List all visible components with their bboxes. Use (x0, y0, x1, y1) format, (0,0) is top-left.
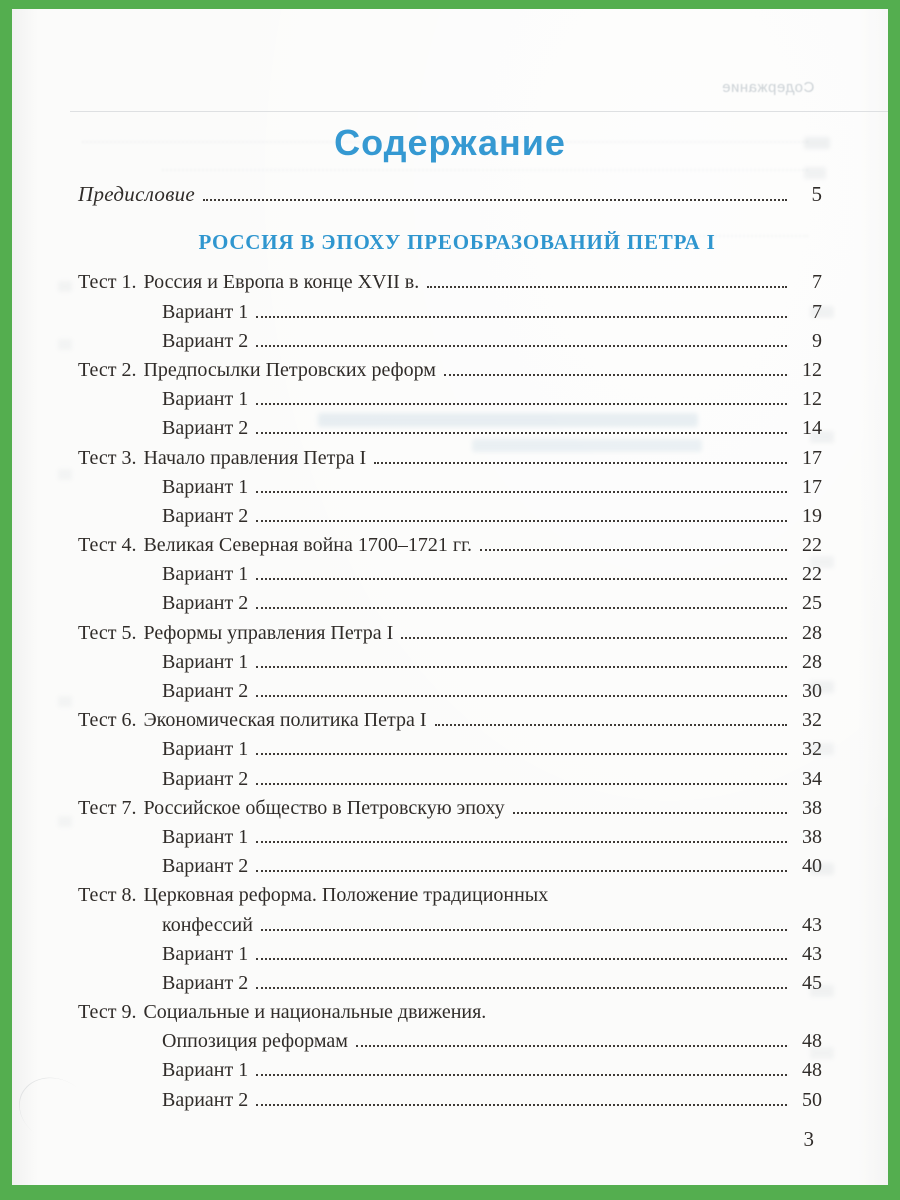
toc-variant (78, 765, 822, 794)
page-ref: 45 (802, 971, 822, 994)
dot-leader (513, 795, 787, 814)
dot-leader (261, 912, 787, 931)
folio (78, 1125, 822, 1153)
test-title: Церковная реформа. Положение традиционных (143, 884, 549, 907)
page-ref: 50 (802, 1088, 822, 1111)
dot-leader (256, 853, 787, 872)
toc-variant (78, 589, 822, 618)
variant-label: Вариант 1 (162, 738, 249, 761)
page-ref: 38 (802, 825, 822, 848)
toc-variant (78, 385, 822, 414)
toc-variant (78, 735, 822, 764)
toc-entry (78, 706, 822, 735)
dot-leader (435, 707, 787, 726)
test-title-line2: конфессий (162, 913, 253, 936)
test-title: Предпосылки Петровских реформ (143, 358, 436, 381)
toc-entry (78, 619, 822, 648)
variant-label: Вариант 1 (162, 388, 249, 411)
page-ref: 48 (802, 1059, 822, 1082)
toc-entry (78, 998, 822, 1027)
toc-variant (78, 327, 822, 356)
page-ref: 17 (802, 475, 822, 498)
page-ref: 32 (802, 738, 822, 761)
variant-label: Вариант 2 (162, 680, 249, 702)
variant-label: Вариант 2 (162, 329, 249, 352)
variant-label: Вариант 1 (162, 650, 249, 673)
page-ref: 43 (802, 942, 822, 965)
test-title: Великая Северная война 1700–1721 гг. (143, 534, 473, 557)
page-ref: 43 (802, 913, 822, 936)
toc-entry (78, 268, 822, 297)
test-label: Тест 4. (78, 534, 137, 557)
dot-leader (256, 736, 787, 755)
page-ref: 32 (802, 709, 822, 732)
show-through-rule (70, 111, 888, 112)
show-through-header: Содержание (721, 79, 815, 96)
variant-label: Вариант 1 (162, 825, 249, 848)
page-ref: 34 (802, 767, 822, 790)
test-label: Тест 3. (78, 446, 137, 469)
toc-entry-continuation (78, 1027, 822, 1056)
dot-leader (256, 503, 787, 522)
test-label: Тест 8. (78, 884, 137, 907)
folio-number: 3 (803, 1126, 814, 1151)
toc-entry (78, 531, 822, 560)
toc-variant (78, 969, 822, 998)
page-ref: 28 (802, 621, 822, 644)
dot-leader (203, 182, 787, 201)
page-ref: 22 (802, 563, 822, 586)
dot-leader (256, 678, 787, 697)
test-label: Тест 9. (78, 1001, 137, 1024)
toc-entry (78, 794, 822, 823)
toc-variant (78, 852, 822, 881)
variant-label: Вариант 1 (162, 1059, 249, 1082)
variant-label: Вариант 1 (162, 563, 249, 586)
preface-title: Предисловие (78, 182, 196, 206)
page-ref: 38 (802, 796, 822, 819)
dot-leader (356, 1028, 787, 1047)
page-ref: 40 (802, 855, 822, 878)
toc-variant (78, 560, 822, 589)
toc-variant (78, 940, 822, 969)
test-title: Экономическая политика Петра I (143, 709, 427, 732)
toc-entry-continuation (78, 911, 822, 940)
variant-label: Вариант 1 (162, 300, 249, 323)
test-label: Тест 6. (78, 709, 137, 732)
page-ref: 5 (811, 182, 822, 206)
toc-variant (78, 677, 822, 706)
variant-label: Вариант 2 (162, 855, 249, 878)
variant-label: Вариант 2 (162, 592, 249, 615)
dot-leader (256, 766, 787, 785)
dot-leader (256, 561, 787, 580)
test-label: Тест 7. (78, 796, 137, 819)
page-ref: 14 (802, 417, 822, 440)
dot-leader (256, 1057, 787, 1076)
test-label: Тест 5. (78, 621, 137, 644)
test-title: Социальные и национальные движения. (143, 1001, 487, 1024)
toc-variant (78, 502, 822, 531)
contents-page (12, 9, 888, 1185)
test-title: Россия и Европа в конце XVII в. (143, 271, 420, 294)
toc-variant (78, 473, 822, 502)
dot-leader (480, 532, 787, 551)
dot-leader (427, 269, 787, 288)
dot-leader (444, 357, 787, 376)
test-label: Тест 1. (78, 271, 137, 294)
toc-entry (78, 881, 822, 910)
toc-variant (78, 298, 822, 327)
toc-list (78, 268, 822, 1114)
page-ref: 48 (802, 1030, 822, 1053)
variant-label: Вариант 1 (162, 942, 249, 965)
dot-leader (256, 649, 787, 668)
page-ref: 12 (802, 358, 822, 381)
test-label: Тест 2. (78, 358, 137, 381)
variant-label: Вариант 2 (162, 417, 249, 440)
variant-label: Вариант 2 (162, 971, 249, 994)
toc-variant (78, 823, 822, 852)
page-ref: 7 (812, 300, 822, 323)
toc-preface-row (78, 180, 822, 209)
dot-leader (256, 299, 787, 318)
variant-label: Вариант 1 (162, 475, 249, 498)
toc-variant (78, 648, 822, 677)
dot-leader (256, 1087, 787, 1106)
dot-leader (256, 941, 787, 960)
test-title: Российское общество в Петровскую эпоху (143, 796, 505, 819)
page-ref: 9 (812, 329, 822, 352)
page-ref: 30 (802, 680, 822, 702)
toc-variant (78, 1056, 822, 1085)
section-title: РОССИЯ В ЭПОХУ ПРЕОБРАЗОВАНИЙ ПЕТРА I (198, 230, 716, 255)
dot-leader (401, 620, 787, 639)
dot-leader (256, 328, 787, 347)
dot-leader (256, 970, 787, 989)
dot-leader (256, 474, 787, 493)
page-ref: 22 (802, 534, 822, 557)
page-ref: 17 (802, 446, 822, 469)
toc-entry (78, 356, 822, 385)
variant-label: Вариант 2 (162, 1088, 249, 1111)
variant-label: Вариант 2 (162, 504, 249, 527)
page-ref: 7 (812, 271, 822, 294)
test-title: Начало правления Петра I (143, 446, 367, 469)
dot-leader (256, 386, 787, 405)
toc-entry (78, 444, 822, 473)
page-title: Содержание (334, 122, 566, 163)
dot-leader (256, 590, 787, 609)
page-ref: 28 (802, 650, 822, 673)
toc-variant (78, 1086, 822, 1115)
page-ref: 19 (802, 504, 822, 527)
dot-leader (256, 824, 787, 843)
test-title: Реформы управления Петра I (143, 621, 394, 644)
page-ref: 12 (802, 388, 822, 411)
variant-label: Вариант 2 (162, 767, 249, 790)
test-title-line2: Оппозиция реформам (162, 1030, 348, 1053)
page-ref: 25 (802, 592, 822, 615)
